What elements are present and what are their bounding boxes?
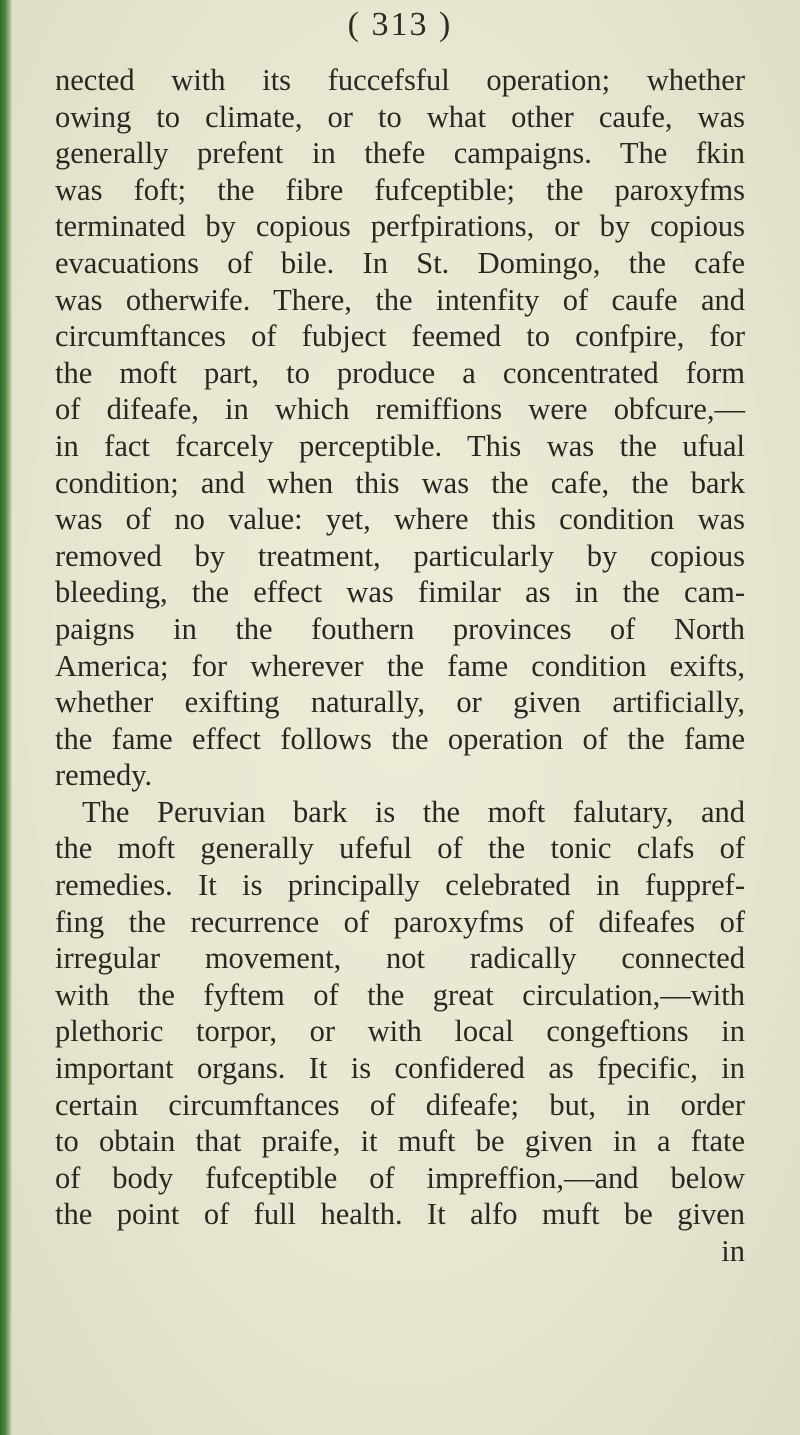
text-line: plethoric torpor, or with local congeftions in — [55, 1014, 745, 1049]
text-line: in fact fcarcely perceptible. This was the ufual — [55, 428, 745, 463]
page-number: ( 313 ) — [347, 6, 453, 43]
text-line: evacuations of bile. In St. Domingo, the cafe — [55, 245, 745, 280]
text-line: irregular movement, not radically connected — [55, 941, 745, 976]
text-line: was otherwife. There, the intenfity of caufe and — [55, 282, 745, 317]
text-line: circumftances of fubject feemed to confpire, for — [55, 319, 745, 354]
text-line: the moft generally ufeful of the tonic clafs of — [55, 831, 745, 866]
text-line: the point of full health. It alfo muft be given — [55, 1197, 745, 1232]
body-text — [55, 62, 745, 1270]
text-line: important organs. It is confidered as fpecific, in — [55, 1051, 745, 1086]
text-line: condition; and when this was the cafe, the bark — [55, 465, 745, 500]
catchword: in — [721, 1234, 745, 1268]
text-line: generally prefent in thefe campaigns. The fkin — [55, 136, 745, 171]
text-line: whether exifting naturally, or given artificially, — [55, 685, 745, 720]
text-line: certain circumftances of difeafe; but, in order — [55, 1087, 745, 1122]
text-line: with the fyftem of the great circulation,—with — [55, 977, 745, 1012]
text-line: the moft part, to produce a concentrated form — [55, 355, 745, 390]
text-line: paigns in the fouthern provinces of North — [55, 611, 745, 646]
text-line: the fame effect follows the operation of the fame — [55, 721, 745, 756]
text-line: of difeafe, in which remiffions were obfcure,— — [55, 392, 745, 427]
text-line: remedies. It is principally celebrated in fuppref- — [55, 868, 745, 903]
text-line: The Peruvian bark is the moft falutary, and — [82, 794, 745, 829]
text-line: remedy. — [55, 758, 153, 793]
text-line: was of no value: yet, where this condition was — [55, 502, 745, 537]
text-line: nected with its fuccefsful operation; whether — [55, 63, 745, 97]
text-line: to obtain that praife, it muft be given in a ftate — [55, 1124, 745, 1159]
text-line: of body fufceptible of impreffion,—and below — [55, 1160, 745, 1195]
text-line: was foft; the fibre fufceptible; the paroxyfms — [55, 172, 745, 207]
book-binding-edge — [0, 0, 12, 1435]
text-line: removed by treatment, particularly by copious — [55, 538, 745, 573]
text-line: terminated by copious perfpirations, or by copious — [55, 209, 745, 244]
text-line: owing to climate, or to what other caufe, was — [55, 99, 745, 134]
text-line: bleeding, the effect was fimilar as in the cam- — [55, 575, 745, 610]
text-line: America; for wherever the fame condition exifts, — [55, 648, 745, 683]
text-line: fing the recurrence of paroxyfms of difeafes of — [55, 904, 745, 939]
